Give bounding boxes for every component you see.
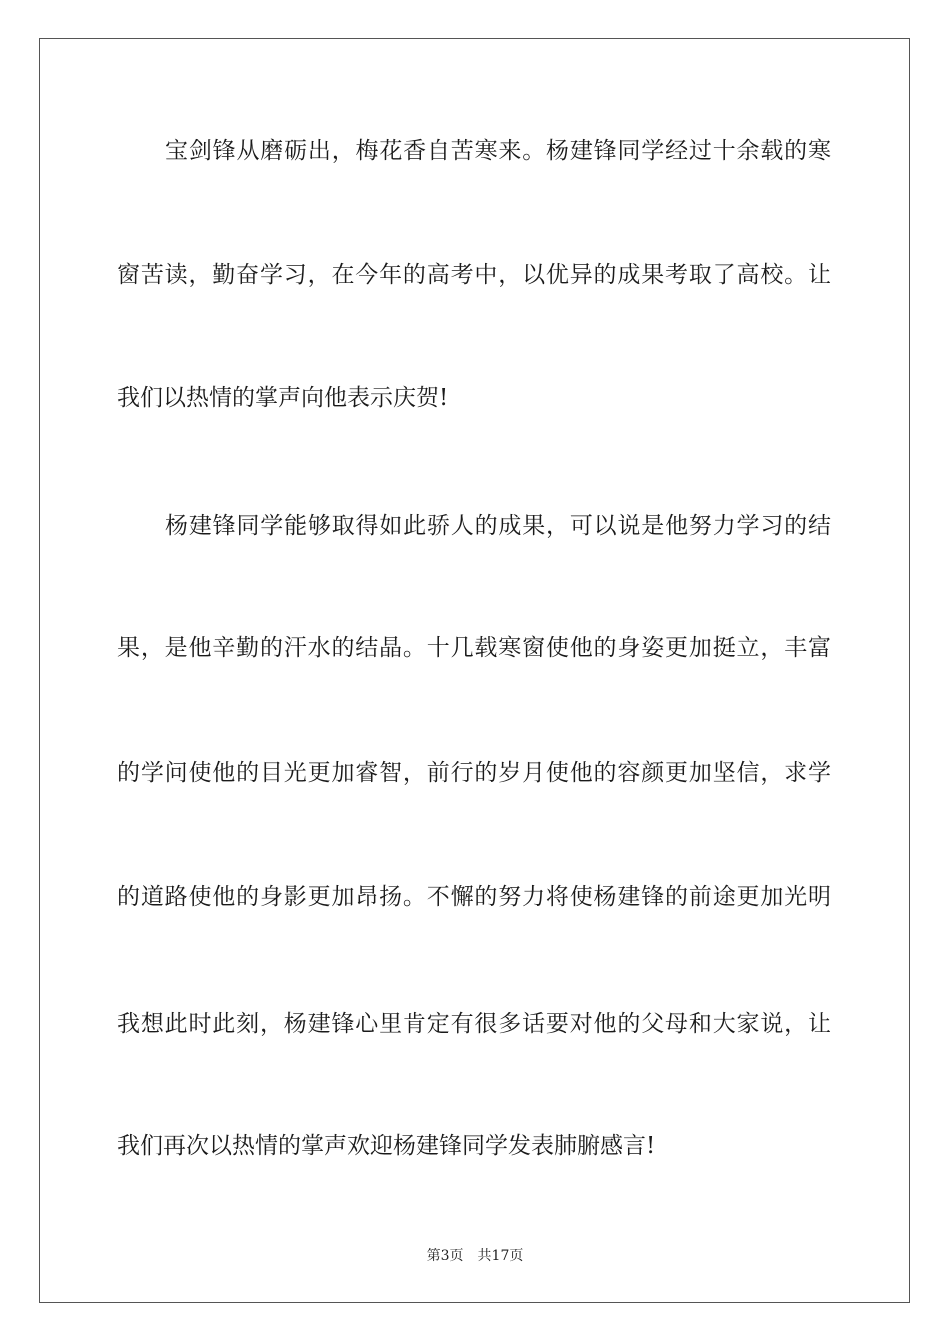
paragraph-2-line-5: 我想此时此刻，杨建锋心里肯定有很多话要对他的父母和大家说，让 — [117, 1011, 831, 1037]
paragraph-2-line-4: 的道路使他的身影更加昂扬。不懈的努力将使杨建锋的前途更加光明 — [117, 884, 831, 910]
page-footer — [0, 1247, 950, 1265]
paragraph-1-line-1: 宝剑锋从磨砺出，梅花香自苦寒来。杨建锋同学经过十余载的寒 — [165, 138, 831, 164]
page-number-label: 第3页 — [426, 1248, 464, 1264]
paragraph-2-line-2: 果，是他辛勤的汗水的结晶。十几载寒窗使他的身姿更加挺立，丰富 — [117, 635, 831, 661]
paragraph-2-line-3: 的学问使他的目光更加睿智，前行的岁月使他的容颜更加坚信，求学 — [117, 760, 831, 786]
paragraph-2-line-1: 杨建锋同学能够取得如此骄人的成果，可以说是他努力学习的结 — [165, 513, 831, 539]
page-frame — [39, 38, 910, 1303]
paragraph-1-line-3: 我们以热情的掌声向他表示庆贺! — [117, 385, 449, 411]
paragraph-1-line-2: 窗苦读，勤奋学习，在今年的高考中，以优异的成果考取了高校。让 — [117, 262, 831, 288]
page-total-label: 共17页 — [477, 1248, 524, 1264]
paragraph-2-line-6: 我们再次以热情的掌声欢迎杨建锋同学发表肺腑感言! — [117, 1133, 656, 1159]
